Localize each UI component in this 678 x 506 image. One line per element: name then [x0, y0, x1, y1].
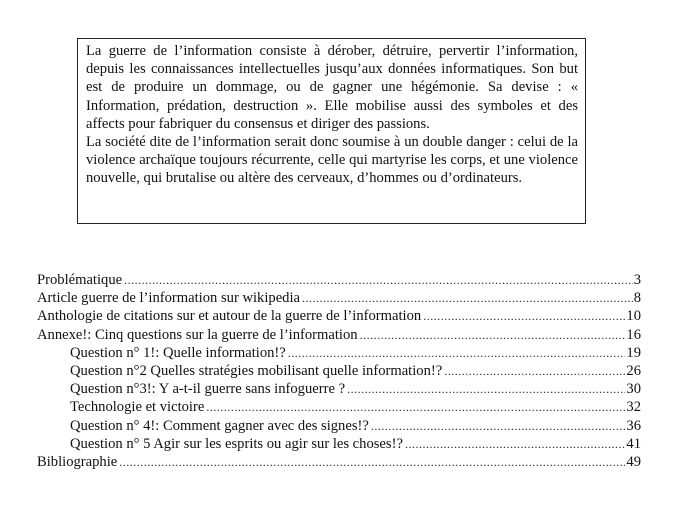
toc-entry[interactable]	[37, 307, 641, 325]
toc-entry[interactable]	[37, 453, 641, 471]
table-of-contents	[37, 271, 641, 471]
toc-entry-page: 8	[633, 290, 641, 307]
toc-subentry[interactable]	[37, 380, 641, 398]
toc-leader-dots	[444, 362, 625, 380]
abstract-paragraph-1: La guerre de l’information consiste à dérober, détruire, pervertir l’information, depuis les connaissances intellectuelles jusqu’aux données informatiques. Son but est de produire un dommage, ou de gagner une hégémonie. Sa devise : « Information, prédation, destruction ». Elle mobilise aussi des symboles et des affects pour fabriquer du consensus et diriger des passions.	[86, 43, 578, 132]
toc-leader-dots	[206, 398, 625, 416]
toc-subentry[interactable]	[37, 435, 641, 453]
toc-entry-page: 32	[626, 399, 641, 416]
toc-entry[interactable]	[37, 289, 641, 307]
toc-leader-dots	[371, 417, 626, 435]
toc-entry-title: Annexe!: Cinq questions sur la guerre de l’information	[37, 326, 358, 343]
toc-leader-dots	[405, 435, 625, 453]
toc-leader-dots	[119, 453, 625, 471]
toc-entry-page: 19	[626, 344, 641, 361]
toc-entry-page: 49	[626, 453, 641, 470]
toc-entry-title: Article guerre de l’information sur wikipedia	[37, 290, 301, 307]
abstract-box	[77, 38, 586, 224]
toc-leader-dots	[124, 271, 633, 289]
toc-subentry[interactable]	[37, 398, 641, 416]
toc-entry-page: 41	[626, 435, 641, 452]
toc-entry-page: 36	[626, 417, 641, 434]
toc-entry-title: Bibliographie	[37, 453, 118, 470]
toc-leader-dots	[423, 307, 625, 325]
toc-entry-title: Question n°3!: Y a-t-il guerre sans infoguerre ?	[70, 381, 346, 398]
toc-entry-title: Anthologie de citations sur et autour de la guerre de l’information	[37, 308, 422, 325]
toc-leader-dots	[302, 289, 633, 307]
toc-entry-page: 3	[633, 272, 641, 288]
toc-entry[interactable]	[37, 326, 641, 344]
toc-subentry[interactable]	[37, 417, 641, 435]
toc-leader-dots	[347, 380, 625, 398]
toc-subentry[interactable]	[37, 362, 641, 380]
toc-entry-title: Technologie et victoire	[70, 399, 205, 416]
toc-entry-page: 30	[626, 381, 641, 398]
toc-entry-title: Question n° 5 Agir sur les esprits ou agir sur les choses!?	[70, 435, 403, 452]
toc-entry-title: Question n° 1!: Quelle information!?	[70, 344, 286, 361]
toc-entry[interactable]	[37, 271, 641, 289]
toc-entry-page: 10	[626, 308, 641, 325]
toc-entry-page: 26	[626, 362, 641, 379]
toc-entry-title: Question n° 4!: Comment gagner avec des signes!?	[70, 417, 369, 434]
toc-leader-dots	[360, 326, 626, 344]
toc-leader-dots	[288, 344, 626, 362]
toc-entry-title: Problématique	[37, 272, 123, 288]
abstract-paragraph-2: La société dite de l’information serait donc soumise à un double danger : celui de la violence archaïque toujours récurrente, celle qui martyrise les corps, et une violence nouvelle, qui brutalise ou altère des cerveaux, d’hommes ou d’ordinateurs.	[86, 134, 578, 187]
toc-subentry[interactable]	[37, 344, 641, 362]
toc-entry-page: 16	[626, 326, 641, 343]
toc-entry-title: Question n°2 Quelles stratégies mobilisant quelle information!?	[70, 362, 443, 379]
